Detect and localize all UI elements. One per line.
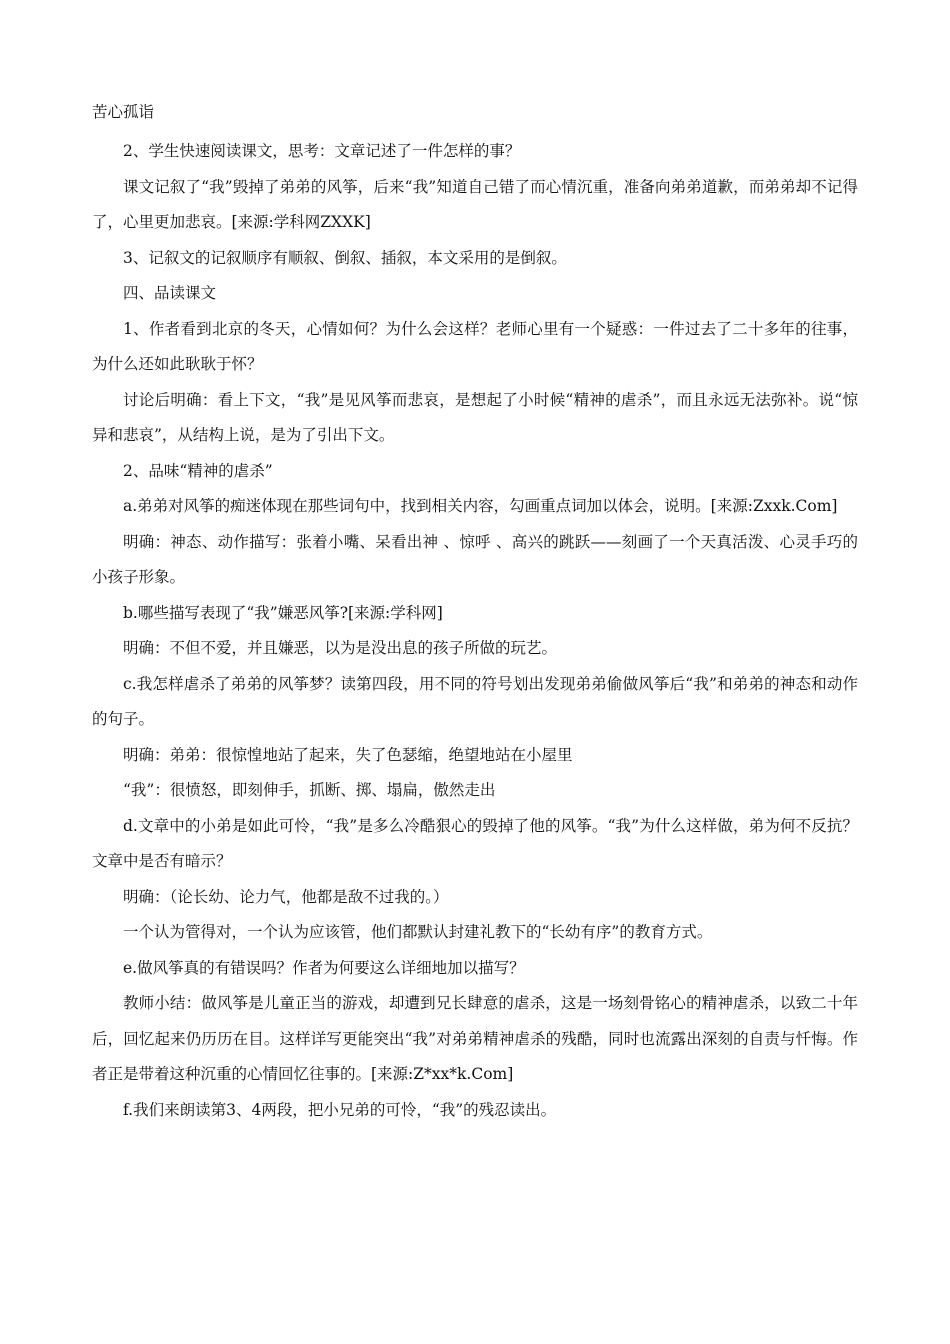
paragraph-answer-d1: 明确：（论长幼、论力气，他都是敌不过我的。）: [123, 887, 449, 906]
paragraph-item-f: f.我们来朗读第3、4两段，把小兄弟的可怜，“我”的残忍读出。: [123, 1100, 557, 1119]
paragraph-teacher-summary: 教师小结：做风筝是儿童正当的游戏，却遭到兄长肆意的虐杀，这是一场刻骨铭心的精神虐杀，以致二十年后，回忆起来仍历历在目。这样详写更能突出“我”对弟弟精神虐杀的残酷，同时也流露出深刻的自责与忏悔。作者正是带着这种沉重的心情回忆往事的。[来源:Z*xx*k.Com]: [92, 994, 858, 1083]
paragraph-answer-d2: 一个认为管得对，一个认为应该管，他们都默认封建礼教下的“长幼有序”的教育方式。: [123, 923, 713, 941]
paragraph-fragment: 苦心孤诣: [92, 103, 155, 121]
paragraph-answer-a: 明确：神态、动作描写：张着小嘴、呆看出神 、惊呼 、高兴的跳跃——刻画了一个天真活泼、心灵手巧的小孩子形象。: [92, 532, 858, 586]
paragraph-item-c: c.我怎样虐杀了弟弟的风筝梦？读第四段，用不同的符号划出发现弟弟偷做风筝后“我”和弟弟的神态和动作的句子。: [92, 674, 858, 728]
paragraph-item-e: e.做风筝真的有错误吗？作者为何要这么详细地加以描写？: [123, 958, 525, 977]
paragraph-item-b: b.哪些描写表现了“我”嫌恶风筝?[来源:学科网]: [123, 603, 443, 622]
paragraph-discussion: 讨论后明确：看上下文，“我”是见风筝而悲哀，是想起了小时候“精神的虐杀”，而且永远无法弥补。说“惊异和悲哀”，从结构上说，是为了引出下文。: [92, 390, 858, 444]
paragraph-question-1: 1、作者看到北京的冬天，心情如何？为什么会这样？老师心里有一个疑惑：一件过去了二十多年的往事，为什么还如此耿耿于怀？: [92, 319, 858, 373]
paragraph-narrative-order: 3、记叙文的记叙顺序有顺叙、倒叙、插叙，本文采用的是倒叙。: [123, 248, 567, 267]
paragraph-question-2: 2、学生快速阅读课文，思考：文章记述了一件怎样的事？: [123, 142, 521, 160]
paragraph-item-2: 2、品味“精神的虐杀”: [123, 461, 273, 480]
paragraph-answer-c2: “我”：很愤怒，即刻伸手，抓断、掷、塌扁，傲然走出: [123, 781, 496, 799]
paragraph-summary: 课文记叙了“我”毁掉了弟弟的风筝，后来“我”知道自己错了而心情沉重，准备向弟弟道歉，而弟弟却不记得了，心里更加悲哀。[来源:学科网ZXXK]: [92, 177, 858, 231]
paragraph-answer-b: 明确：不但不爱，并且嫌恶，以为是没出息的孩子所做的玩艺。: [123, 639, 558, 657]
paragraph-answer-c1: 明确：弟弟：很惊惶地站了起来，失了色瑟缩，绝望地站在小屋里: [123, 745, 573, 764]
paragraph-item-d: d.文章中的小弟是如此可怜，“我”是多么冷酷狠心的毁掉了他的风筝。“我”为什么这样做，弟为何不反抗？文章中是否有暗示？: [92, 816, 858, 870]
section-heading-reading: 四、品读课文: [123, 284, 217, 302]
paragraph-item-a: a.弟弟对风筝的痴迷体现在那些词句中，找到相关内容，勾画重点词加以体会，说明。[来源:Zxxk.Com]: [123, 497, 838, 515]
